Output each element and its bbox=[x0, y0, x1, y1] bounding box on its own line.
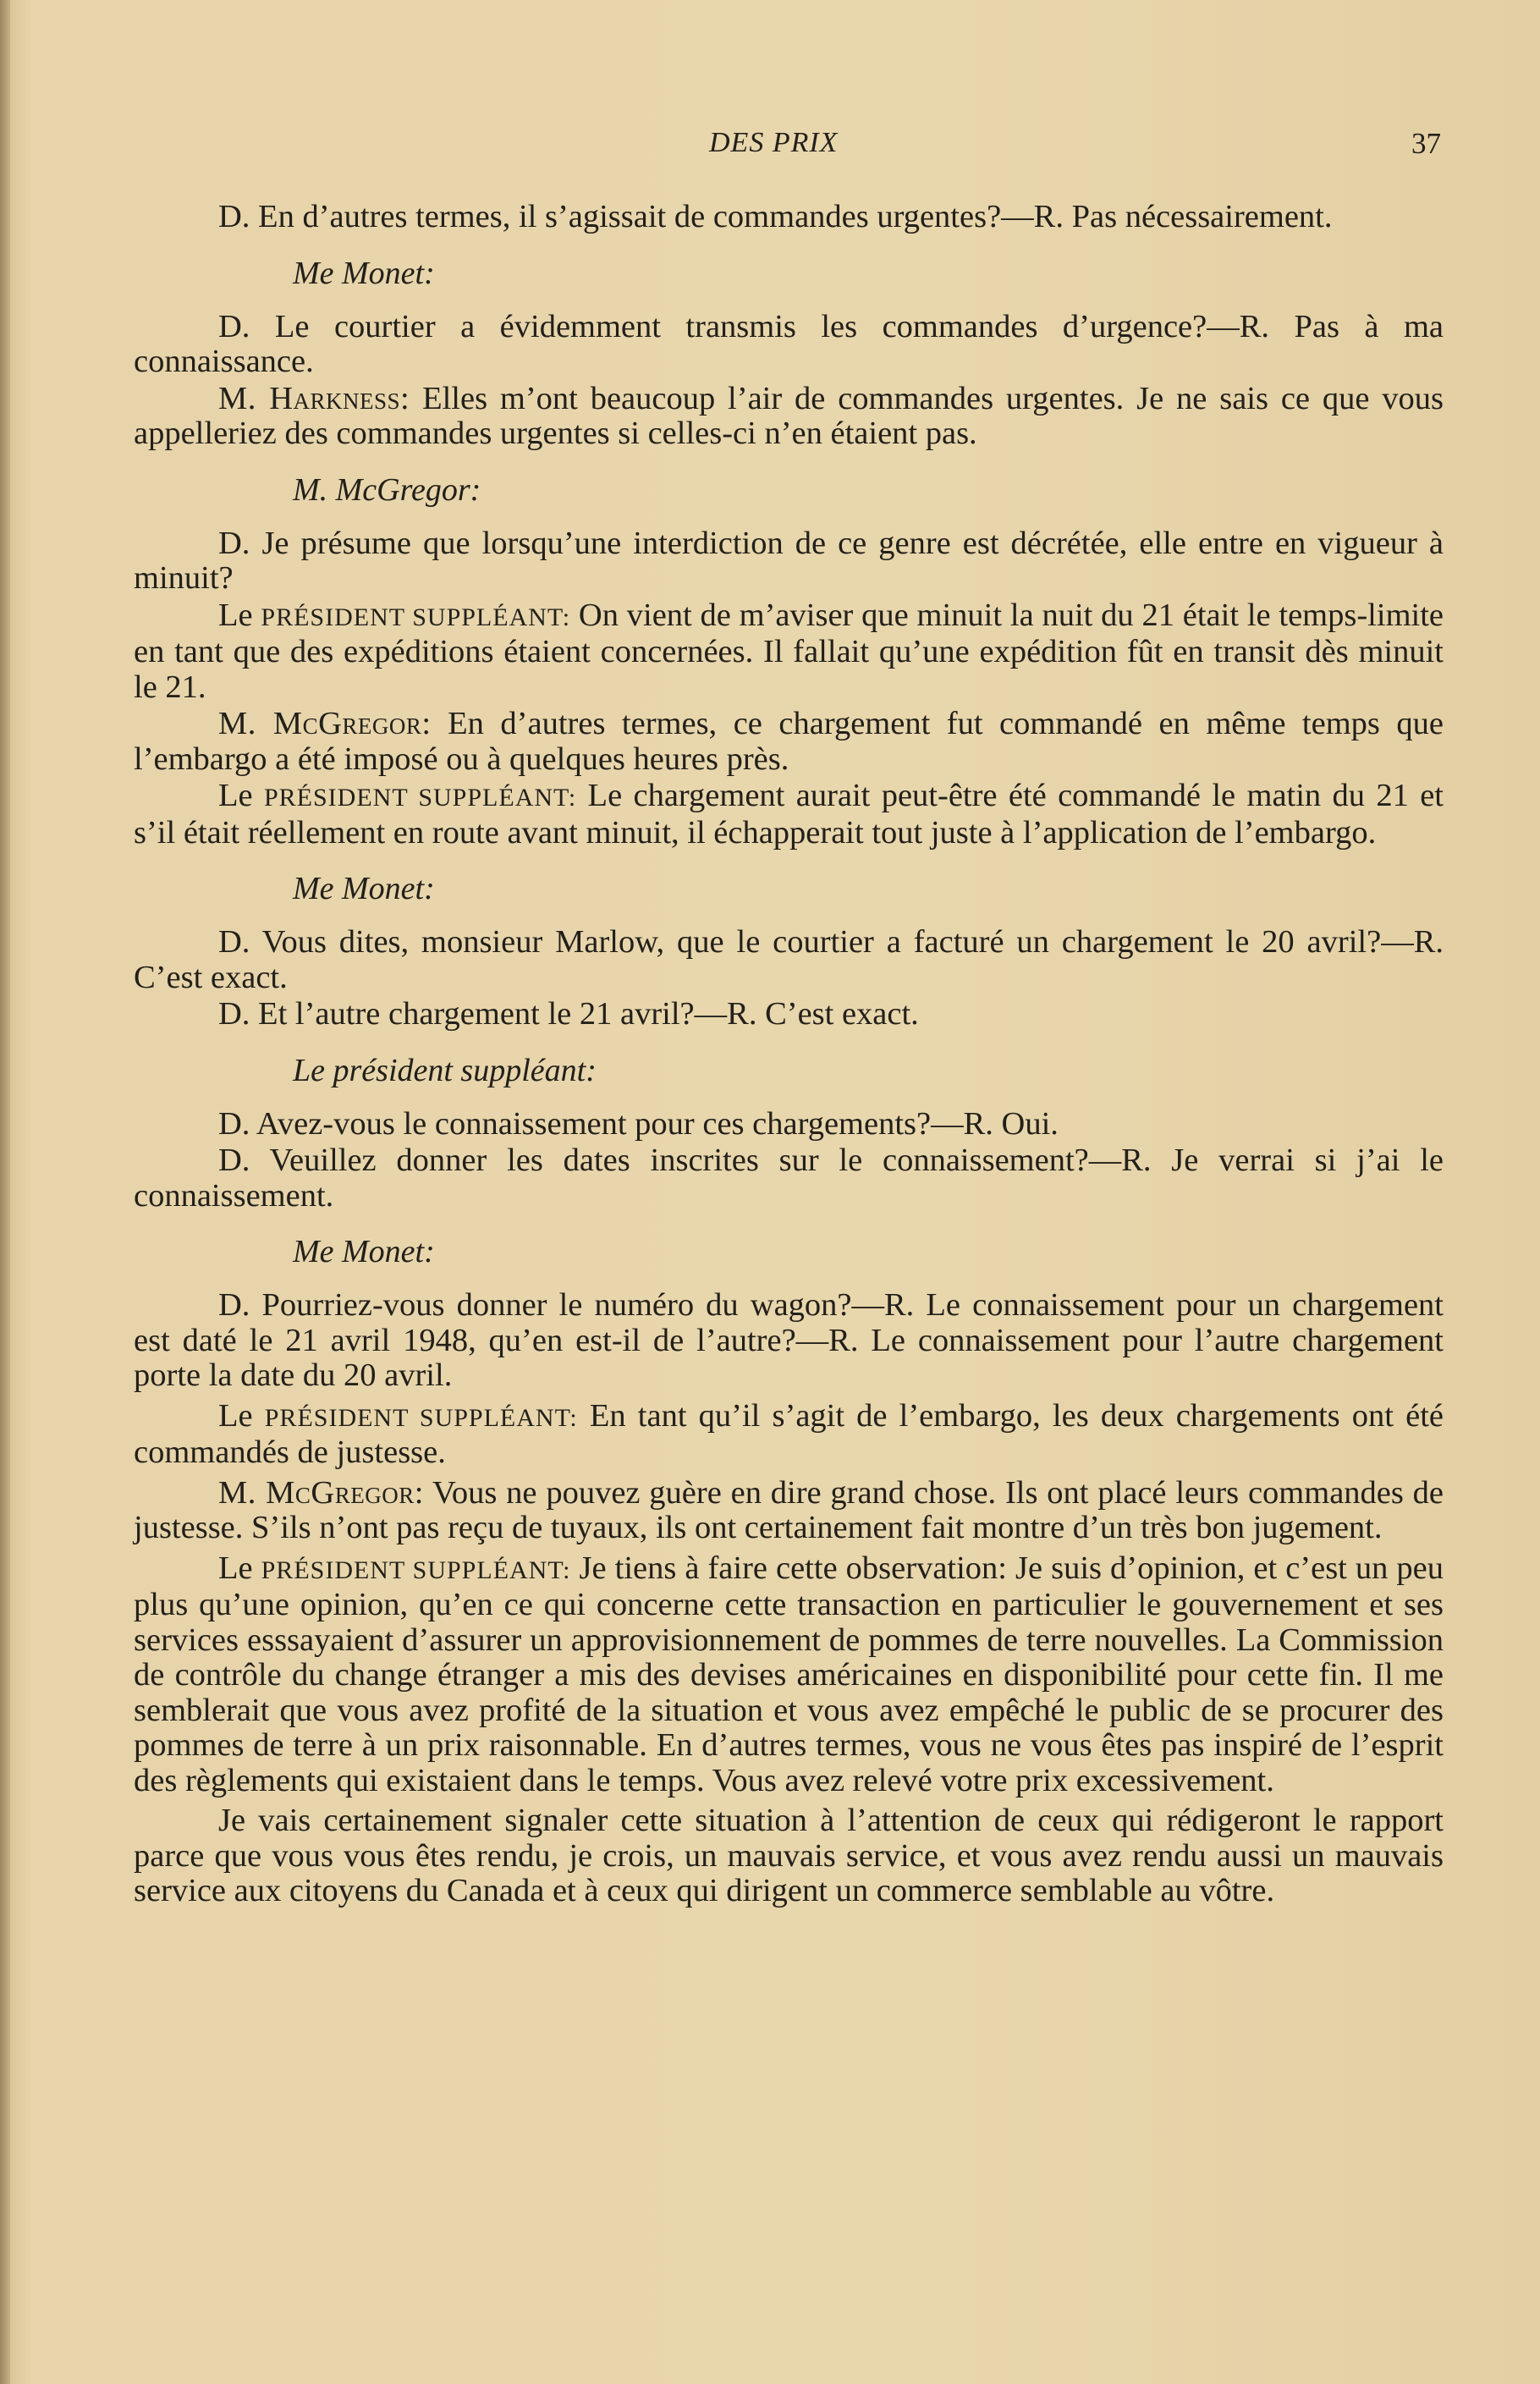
speaker-heading-monet-2: Me Monet: bbox=[293, 871, 435, 906]
paragraph-14-text: Vous ne pouvez guère en dire grand chose. Ils ont placé leurs commandes de justesse. S’ils n’ont pas reçu de tuyaux, ils ont certainement fait montre d’un très bon jugement. bbox=[134, 1474, 1444, 1545]
paragraph-5-text: On vient de m’aviser que minuit la nuit du 21 était le temps-limite en tant que des expéditions étaient concernées. Il fallait qu’une expédition fût en transit dès minuit le 21. bbox=[134, 597, 1444, 705]
paragraph-12: D. Pourriez-vous donner le numéro du wagon?—R. Le connaissement pour un chargement est daté le 21 avril 1948, qu’en est-il de l’autre?—R. Le connaissement pour l’autre chargement porte la date du 20 avril. bbox=[134, 1287, 1444, 1393]
speaker-heading-president: Le président suppléant: bbox=[293, 1052, 597, 1088]
paragraph-3 bbox=[134, 382, 1444, 452]
paragraph-15 bbox=[134, 1551, 1444, 1799]
speaker-label: M. McGregor: bbox=[218, 1474, 424, 1511]
speaker-prefix: Le bbox=[218, 1397, 265, 1434]
speaker-label: M. McGregor: bbox=[218, 706, 432, 741]
speaker-prefix: Le bbox=[218, 778, 264, 813]
paragraph-11: D. Veuillez donner les dates inscrites sur le connaissement?—R. Je verrai si j’ai le connaissement. bbox=[134, 1142, 1444, 1214]
speaker-heading-mcgregor: M. McGregor: bbox=[293, 471, 481, 508]
speaker-heading-monet-3: Me Monet: bbox=[293, 1234, 435, 1269]
speaker-label: PRÉSIDENT SUPPLÉANT: bbox=[261, 1555, 571, 1584]
paragraph-7 bbox=[134, 779, 1444, 851]
running-title: DES PRIX bbox=[709, 127, 839, 158]
speaker-label: M. Harkness: bbox=[218, 380, 410, 416]
page-number: 37 bbox=[1411, 127, 1441, 160]
paragraph-2: D. Le courtier a évidemment transmis les commandes d’urgence?—R. Pas à ma connaissance. bbox=[134, 308, 1444, 379]
paragraph-15-text: Je tiens à faire cette observation: Je suis d’opinion, et c’est un peu plus qu’une opinion, qu’en ce qui concerne cette transaction en particulier le gouvernement et ses services esssayaient d’assurer un approvisionnement de pommes de terre nouvelles. La Commission de contrôle du change étranger a mis des devises américaines en disponibilité pour cette fin. Il me semblerait que vous avez profité de la situation et vous avez empêché le public de se procurer des pommes de terre à un prix raisonnable. En d’autres termes, vous ne vous êtes pas inspiré de l’esprit des règlements qui existaient dans le temps. Vous avez relevé votre prix excessivement. bbox=[134, 1550, 1444, 1798]
speaker-label: PRÉSIDENT SUPPLÉANT: bbox=[261, 603, 571, 631]
paragraph-5 bbox=[134, 598, 1444, 706]
speaker-heading-monet-1: Me Monet: bbox=[293, 255, 435, 291]
paragraph-4: D. Je présume que lorsqu’une interdiction de ce genre est décrétée, elle entre en vigueur à minuit? bbox=[134, 525, 1444, 596]
paragraph-1: D. En d’autres termes, il s’agissait de commandes urgentes?—R. Pas nécessairement. bbox=[218, 199, 1333, 234]
speaker-label: PRÉSIDENT SUPPLÉANT: bbox=[263, 784, 577, 812]
paragraph-9: D. Et l’autre chargement le 21 avril?—R. C’est exact. bbox=[218, 996, 919, 1032]
paragraph-13-text: En tant qu’il s’agit de l’embargo, les deux chargements ont été commandés de justesse. bbox=[134, 1397, 1444, 1470]
paragraph-7-text: Le chargement aurait peut-être été commandé le matin du 21 et s’il était réellement en route avant minuit, il échapperait tout juste à l’application de l’embargo. bbox=[134, 778, 1444, 851]
paragraph-10: D. Avez-vous le connaissement pour ces chargements?—R. Oui. bbox=[218, 1105, 1059, 1142]
paragraph-3-text: Elles m’ont beaucoup l’air de commandes urgentes. Je ne sais ce que vous appelleriez des commandes urgentes si celles-ci n’en étaient pas. bbox=[134, 380, 1444, 451]
paragraph-14 bbox=[134, 1476, 1444, 1546]
speaker-label: PRÉSIDENT SUPPLÉANT: bbox=[264, 1403, 578, 1432]
paragraph-8: D. Vous dites, monsieur Marlow, que le courtier a facturé un chargement le 20 avril?—R. C’est exact. bbox=[134, 924, 1444, 995]
paragraph-16: Je vais certainement signaler cette situation à l’attention de ceux qui rédigeront le rapport parce que vous vous êtes rendu, je crois, un mauvais service, et vous avez rendu aussi un mauvais service aux citoyens du Canada et à ceux qui dirigent un commerce semblable au vôtre. bbox=[134, 1803, 1444, 1908]
paragraph-6-text: En d’autres termes, ce chargement fut commandé en même temps que l’embargo a été imposé ou à quelques heures près. bbox=[134, 706, 1444, 777]
paragraph-13 bbox=[134, 1399, 1444, 1471]
speaker-prefix: Le bbox=[218, 1550, 261, 1586]
speaker-prefix: Le bbox=[218, 597, 261, 633]
page-header bbox=[0, 127, 1540, 169]
book-spine-shadow bbox=[0, 0, 10, 2384]
body-text bbox=[134, 200, 1444, 1911]
paragraph-6 bbox=[134, 707, 1444, 777]
